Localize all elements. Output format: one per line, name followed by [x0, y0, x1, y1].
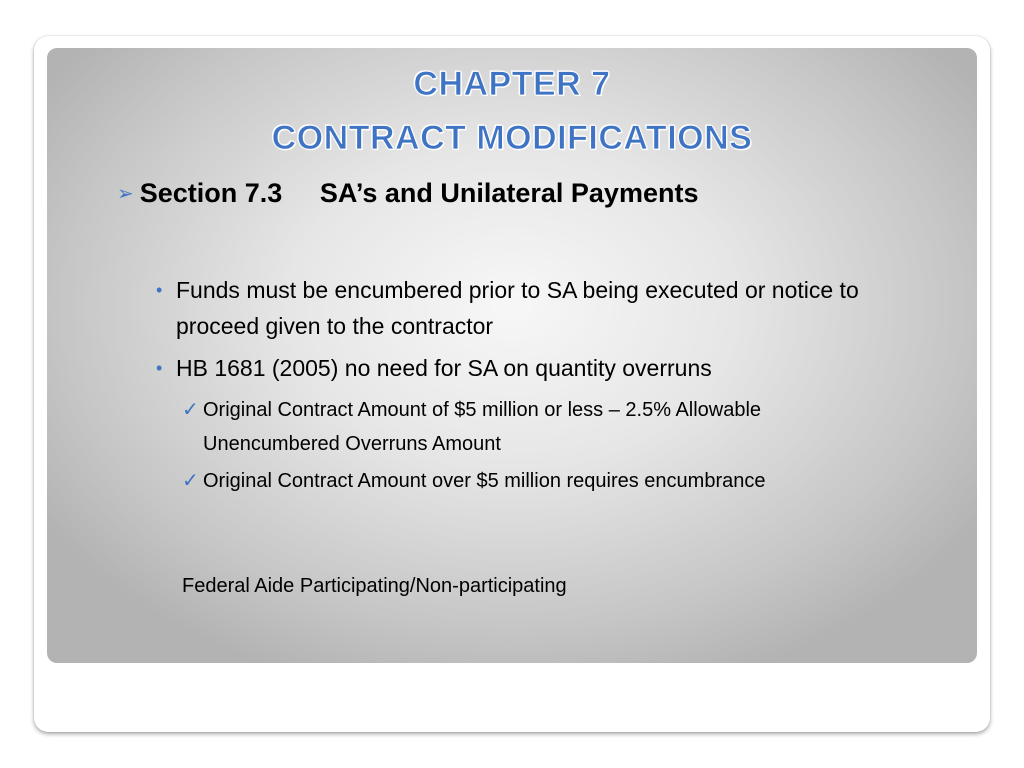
section-heading [117, 178, 698, 209]
bullet-dot-icon: • [156, 280, 163, 300]
sub-bullet-item [182, 393, 863, 461]
sub-bullet-text: Original Contract Amount over $5 million requires encumbrance [203, 470, 766, 492]
slide-title-line-2: CONTRACT MODIFICATIONS [271, 119, 753, 157]
bullet-dot-icon: • [156, 358, 163, 378]
checkmark-icon: ✓ [182, 399, 199, 421]
sub-bullet-text: Original Contract Amount of $5 million or less – 2.5% Allowable Unencumbered Overruns Amount [203, 399, 762, 455]
slide-canvas [47, 48, 977, 663]
bullet-text: Funds must be encumbered prior to SA being executed or notice to proceed given to the contractor [176, 277, 859, 339]
sub-bullet-item [182, 464, 863, 498]
bullet-item [156, 350, 936, 386]
bullet-text: HB 1681 (2005) no need for SA on quantity overruns [176, 355, 712, 381]
slide-title-line-1: CHAPTER 7 [413, 65, 611, 103]
footer-text: Federal Aide Participating/Non-participating [182, 575, 567, 597]
arrow-right-icon: ➢ [117, 183, 134, 205]
checkmark-icon: ✓ [182, 470, 199, 492]
bullet-item [156, 272, 936, 344]
section-heading-text: Section 7.3 SA’s and Unilateral Payments [139, 178, 699, 208]
